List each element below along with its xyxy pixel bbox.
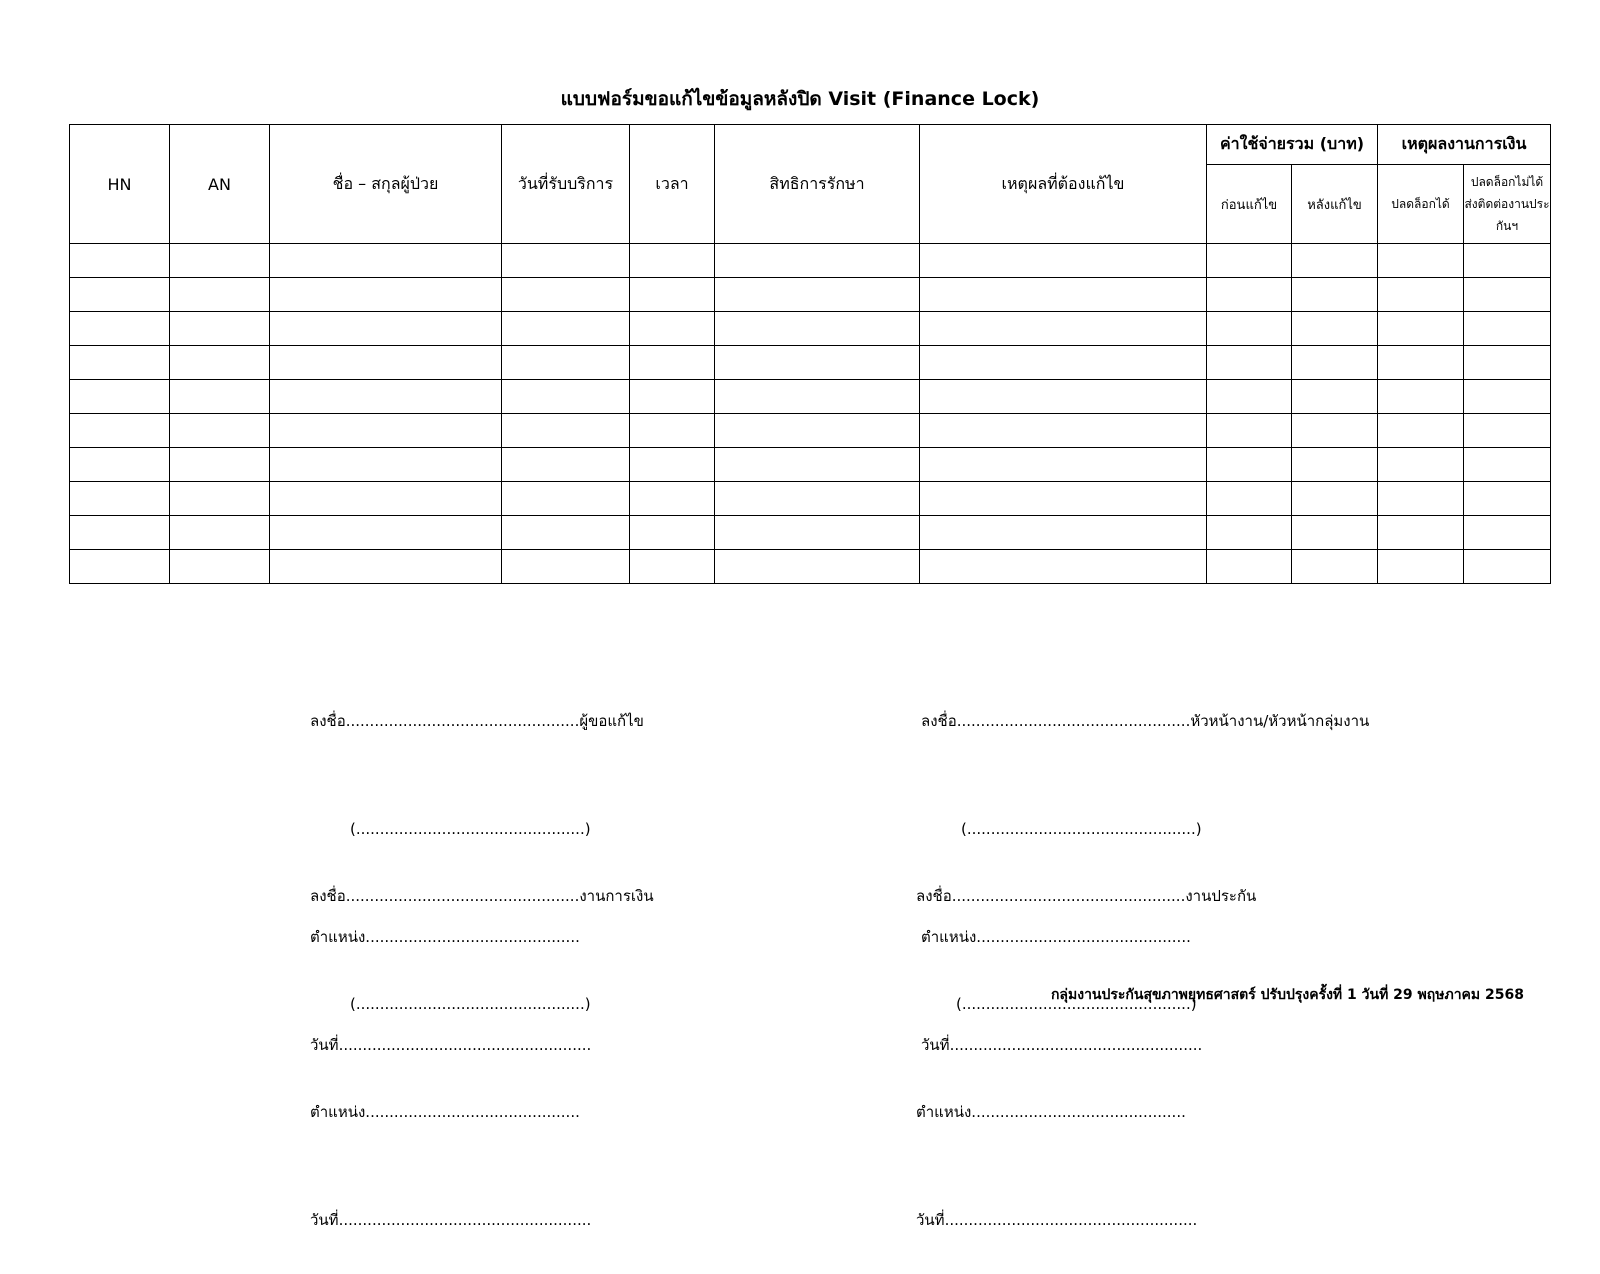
table-cell[interactable] xyxy=(1207,312,1292,346)
table-cell[interactable] xyxy=(1207,482,1292,516)
insurance-name-line[interactable]: (................................................) xyxy=(956,995,1197,1013)
table-cell[interactable] xyxy=(715,516,920,550)
table-cell[interactable] xyxy=(270,448,502,482)
table-cell[interactable] xyxy=(502,482,630,516)
table-cell[interactable] xyxy=(1378,550,1464,584)
finance-signature-block xyxy=(310,806,654,1274)
footer-revision-note: กลุ่มงานประกันสุขภาพยุทธศาสตร์ ปรับปรุงครั้งที่ 1 วันที่ 29 พฤษภาคม 2568 xyxy=(1050,987,1524,1003)
table-cell[interactable] xyxy=(1378,448,1464,482)
table-cell[interactable] xyxy=(1378,312,1464,346)
table-cell[interactable] xyxy=(502,448,630,482)
table-cell[interactable] xyxy=(1378,380,1464,414)
table-cell[interactable] xyxy=(630,414,715,448)
table-cell[interactable] xyxy=(715,312,920,346)
table-cell[interactable] xyxy=(715,380,920,414)
requester-position-line[interactable]: ตำแหน่ง............................................. xyxy=(310,928,580,946)
table-cell[interactable] xyxy=(1464,380,1551,414)
table-cell[interactable] xyxy=(1292,448,1378,482)
table-cell[interactable] xyxy=(1464,244,1551,278)
finance-name-line[interactable]: (................................................) xyxy=(350,995,591,1013)
header-hn: HN xyxy=(70,125,170,244)
table-cell[interactable] xyxy=(270,346,502,380)
table-cell[interactable] xyxy=(630,346,715,380)
table-cell[interactable] xyxy=(920,244,1207,278)
table-cell[interactable] xyxy=(1207,346,1292,380)
table-cell[interactable] xyxy=(1292,312,1378,346)
form-title: แบบฟอร์มขอแก้ไขข้อมูลหลังปิด Visit (Finance Lock) xyxy=(560,88,1040,110)
table-cell[interactable] xyxy=(1378,244,1464,278)
table-cell[interactable] xyxy=(1464,312,1551,346)
header-after-edit: หลังแก้ไข xyxy=(1292,165,1378,244)
head-date-line[interactable]: วันที่..................................................... xyxy=(921,1036,1203,1054)
table-cell[interactable] xyxy=(920,278,1207,312)
table-cell[interactable] xyxy=(920,312,1207,346)
table-cell[interactable] xyxy=(1464,482,1551,516)
table-cell[interactable] xyxy=(920,550,1207,584)
table-cell[interactable] xyxy=(502,278,630,312)
table-cell[interactable] xyxy=(1292,278,1378,312)
table-cell[interactable] xyxy=(630,516,715,550)
table-cell[interactable] xyxy=(1464,516,1551,550)
table-cell[interactable] xyxy=(1207,244,1292,278)
table-row xyxy=(70,414,1551,448)
table-cell[interactable] xyxy=(920,448,1207,482)
finance-position-line[interactable]: ตำแหน่ง............................................. xyxy=(310,1103,580,1121)
table-row xyxy=(70,516,1551,550)
edit-request-table xyxy=(69,124,1551,584)
table-cell[interactable] xyxy=(1292,346,1378,380)
table-cell[interactable] xyxy=(70,550,170,584)
table-cell[interactable] xyxy=(502,414,630,448)
insurance-date-line[interactable]: วันที่..................................................... xyxy=(916,1211,1198,1229)
header-an: AN xyxy=(170,125,270,244)
table-cell[interactable] xyxy=(630,312,715,346)
header-total-cost-group: ค่าใช้จ่ายรวม (บาท) xyxy=(1207,125,1378,165)
table-cell[interactable] xyxy=(715,278,920,312)
header-unlock-ok: ปลดล็อกได้ xyxy=(1378,165,1464,244)
table-cell[interactable] xyxy=(170,380,270,414)
table-cell[interactable] xyxy=(270,550,502,584)
table-cell[interactable] xyxy=(170,516,270,550)
table-cell[interactable] xyxy=(715,414,920,448)
insurance-sign-line[interactable]: ลงชื่อ.................................................งานประกัน xyxy=(916,887,1257,905)
table-cell[interactable] xyxy=(270,516,502,550)
head-position-line[interactable]: ตำแหน่ง............................................. xyxy=(921,928,1191,946)
header-edit-reason: เหตุผลที่ต้องแก้ไข xyxy=(920,125,1207,244)
table-cell[interactable] xyxy=(170,550,270,584)
table-cell[interactable] xyxy=(1464,550,1551,584)
table-row xyxy=(70,550,1551,584)
table-cell[interactable] xyxy=(70,346,170,380)
table-cell[interactable] xyxy=(502,346,630,380)
table-row xyxy=(70,346,1551,380)
table-cell[interactable] xyxy=(70,380,170,414)
table-cell[interactable] xyxy=(170,448,270,482)
table-cell[interactable] xyxy=(270,278,502,312)
table-cell[interactable] xyxy=(715,244,920,278)
table-cell[interactable] xyxy=(1207,550,1292,584)
table-cell[interactable] xyxy=(920,380,1207,414)
table-cell[interactable] xyxy=(630,448,715,482)
table-cell[interactable] xyxy=(70,278,170,312)
header-service-date: วันที่รับบริการ xyxy=(502,125,630,244)
table-cell[interactable] xyxy=(170,278,270,312)
table-cell[interactable] xyxy=(70,414,170,448)
table-cell[interactable] xyxy=(630,278,715,312)
table-cell[interactable] xyxy=(502,380,630,414)
table-cell[interactable] xyxy=(170,312,270,346)
table-cell[interactable] xyxy=(1464,414,1551,448)
table-cell[interactable] xyxy=(715,448,920,482)
table-cell[interactable] xyxy=(1207,380,1292,414)
table-cell[interactable] xyxy=(920,516,1207,550)
table-cell[interactable] xyxy=(170,346,270,380)
table-cell[interactable] xyxy=(170,414,270,448)
header-patient-name: ชื่อ – สกุลผู้ป่วย xyxy=(270,125,502,244)
table-row xyxy=(70,482,1551,516)
header-time: เวลา xyxy=(630,125,715,244)
table-cell[interactable] xyxy=(270,482,502,516)
table-cell[interactable] xyxy=(920,346,1207,380)
header-finance-reason-group: เหตุผลงานการเงิน xyxy=(1378,125,1551,165)
table-cell[interactable] xyxy=(630,380,715,414)
table-cell[interactable] xyxy=(1464,278,1551,312)
table-cell[interactable] xyxy=(715,482,920,516)
table-cell[interactable] xyxy=(1378,278,1464,312)
table-cell[interactable] xyxy=(1292,482,1378,516)
table-cell[interactable] xyxy=(170,482,270,516)
requester-date-line[interactable]: วันที่..................................................... xyxy=(310,1036,592,1054)
requester-name-line[interactable]: (................................................) xyxy=(350,820,591,838)
insurance-signature-block xyxy=(916,806,1256,1274)
table-cell[interactable] xyxy=(920,414,1207,448)
table-cell[interactable] xyxy=(630,550,715,584)
table-cell[interactable] xyxy=(270,244,502,278)
table-cell[interactable] xyxy=(1292,244,1378,278)
table-cell[interactable] xyxy=(630,244,715,278)
table-cell[interactable] xyxy=(270,380,502,414)
table-cell[interactable] xyxy=(502,516,630,550)
table-cell[interactable] xyxy=(70,482,170,516)
table-cell[interactable] xyxy=(1464,448,1551,482)
finance-date-line[interactable]: วันที่..................................................... xyxy=(310,1211,592,1229)
table-cell[interactable] xyxy=(502,312,630,346)
table-cell[interactable] xyxy=(630,482,715,516)
table-cell[interactable] xyxy=(1464,346,1551,380)
header-unlock-fail: ปลดล็อกไม่ได้ ส่งติดต่องานประกันฯ xyxy=(1464,165,1551,244)
header-treatment-rights: สิทธิการรักษา xyxy=(715,125,920,244)
table-cell[interactable] xyxy=(502,550,630,584)
table-cell[interactable] xyxy=(1207,278,1292,312)
table-cell[interactable] xyxy=(1378,346,1464,380)
head-name-line[interactable]: (................................................) xyxy=(961,820,1202,838)
table-cell[interactable] xyxy=(70,312,170,346)
table-cell[interactable] xyxy=(1207,448,1292,482)
requester-sign-line[interactable]: ลงชื่อ.................................................ผู้ขอแก้ไข xyxy=(310,712,644,730)
table-cell[interactable] xyxy=(1378,482,1464,516)
table-cell[interactable] xyxy=(1207,516,1292,550)
insurance-position-line[interactable]: ตำแหน่ง............................................. xyxy=(916,1103,1186,1121)
table-cell[interactable] xyxy=(170,244,270,278)
table-body xyxy=(70,244,1551,584)
header-before-edit: ก่อนแก้ไข xyxy=(1207,165,1292,244)
table-cell[interactable] xyxy=(1292,516,1378,550)
table-cell[interactable] xyxy=(1292,380,1378,414)
table-cell[interactable] xyxy=(920,482,1207,516)
table-cell[interactable] xyxy=(70,448,170,482)
table-row xyxy=(70,380,1551,414)
table-cell[interactable] xyxy=(1292,550,1378,584)
table-cell[interactable] xyxy=(715,550,920,584)
finance-sign-line[interactable]: ลงชื่อ.................................................งานการเงิน xyxy=(310,887,654,905)
table-cell[interactable] xyxy=(70,516,170,550)
table-cell[interactable] xyxy=(1378,414,1464,448)
table-cell[interactable] xyxy=(502,244,630,278)
table-cell[interactable] xyxy=(1378,516,1464,550)
table-cell[interactable] xyxy=(270,414,502,448)
table-cell[interactable] xyxy=(70,244,170,278)
table-cell[interactable] xyxy=(1207,414,1292,448)
table-cell[interactable] xyxy=(270,312,502,346)
table-cell[interactable] xyxy=(715,346,920,380)
head-sign-line[interactable]: ลงชื่อ.................................................หัวหน้างาน/หัวหน้ากลุ่มงาน xyxy=(921,712,1370,730)
table-cell[interactable] xyxy=(1292,414,1378,448)
table-row xyxy=(70,312,1551,346)
table-row xyxy=(70,244,1551,278)
table-row xyxy=(70,278,1551,312)
table-row xyxy=(70,448,1551,482)
